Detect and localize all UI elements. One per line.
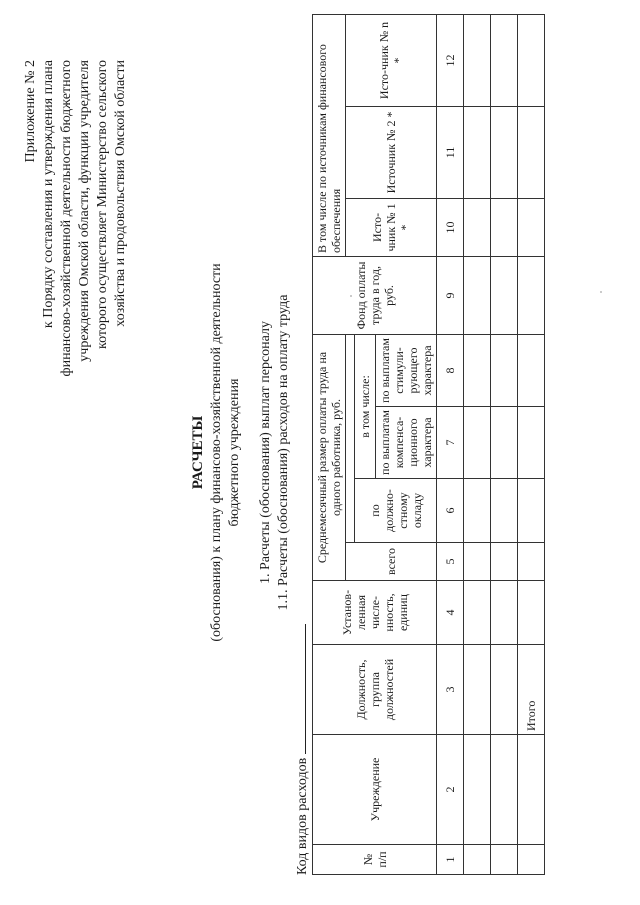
expense-code-blank — [292, 624, 306, 754]
col-number: 4 — [437, 581, 464, 645]
subtitle-line: бюджетного учреждения — [227, 378, 242, 527]
header-institution: Учреждение — [313, 735, 437, 845]
header-sources: В том числе по источникам финансового обеспечения — [313, 14, 346, 256]
subtitle-line: (обоснования) к плану финансово-хозяйственной деятельности — [209, 263, 224, 642]
header-source-1: Исто-чник № 1 * — [346, 198, 437, 256]
appendix-line: Приложение № 2 — [23, 60, 38, 163]
appendix-line: хозяйства и продовольствия Омской области — [113, 60, 128, 327]
header-by-salary: по должно-стному окладу — [355, 479, 437, 543]
total-label: Итого — [518, 645, 545, 735]
col-number: 6 — [437, 479, 464, 543]
header-subgroup — [346, 334, 355, 542]
section-heading: 1. Расчеты (обоснования) выплат персоналу — [258, 321, 273, 584]
appendix-line: финансово-хозяйственной деятельности бюджетного — [59, 60, 74, 377]
header-incl: в том числе: — [355, 334, 376, 478]
scan-speck — [600, 291, 602, 293]
appendix-header — [22, 60, 130, 490]
col-number: 1 — [437, 845, 464, 875]
expense-code-label: Код видов расходов — [295, 757, 310, 875]
col-number: 11 — [437, 106, 464, 198]
header-fund: Фонд оплаты труда в год, руб. — [313, 256, 437, 334]
col-number: 3 — [437, 645, 464, 735]
col-number: 7 — [437, 407, 464, 479]
header-source-n: Исто-чник № n * — [346, 14, 437, 106]
header-total: всего — [346, 543, 437, 581]
table-row — [491, 14, 518, 874]
header-units: Установ-ленная числе-нность, единиц — [313, 581, 437, 645]
col-number: 9 — [437, 256, 464, 334]
appendix-line: к Порядку составления и утверждения плана — [41, 60, 56, 329]
col-number: 2 — [437, 735, 464, 845]
col-number: 8 — [437, 334, 464, 406]
document-subtitle — [208, 0, 244, 905]
column-number-row — [437, 14, 464, 874]
col-number: 12 — [437, 14, 464, 106]
header-avg-salary: Среднемесячный размер оплаты труда на одного работника, руб. — [313, 334, 346, 580]
appendix-line: учреждения Омской области, функции учредителя — [77, 60, 92, 362]
subsection-heading: 1.1. Расчеты (обоснования) расходов на оплату труда — [276, 294, 291, 611]
header-source-2: Источник № 2 * — [346, 106, 437, 198]
salary-table — [312, 14, 545, 875]
expense-code-line — [292, 624, 311, 875]
document-title: РАСЧЕТЫ — [190, 415, 206, 490]
col-number: 5 — [437, 543, 464, 581]
col-number: 10 — [437, 198, 464, 256]
appendix-line: которого осуществляет Министерство сельского — [95, 60, 110, 349]
total-row — [518, 14, 545, 874]
scan-speck — [350, 295, 352, 297]
header-compensation: по выплатам компенса-ционного характера — [376, 407, 437, 479]
header-stimulating: по выплатам стимули-рующего характера — [376, 334, 437, 406]
header-position: Должность, группа должностей — [313, 645, 437, 735]
table-row — [464, 14, 491, 874]
header-num: № п/п — [313, 845, 437, 875]
